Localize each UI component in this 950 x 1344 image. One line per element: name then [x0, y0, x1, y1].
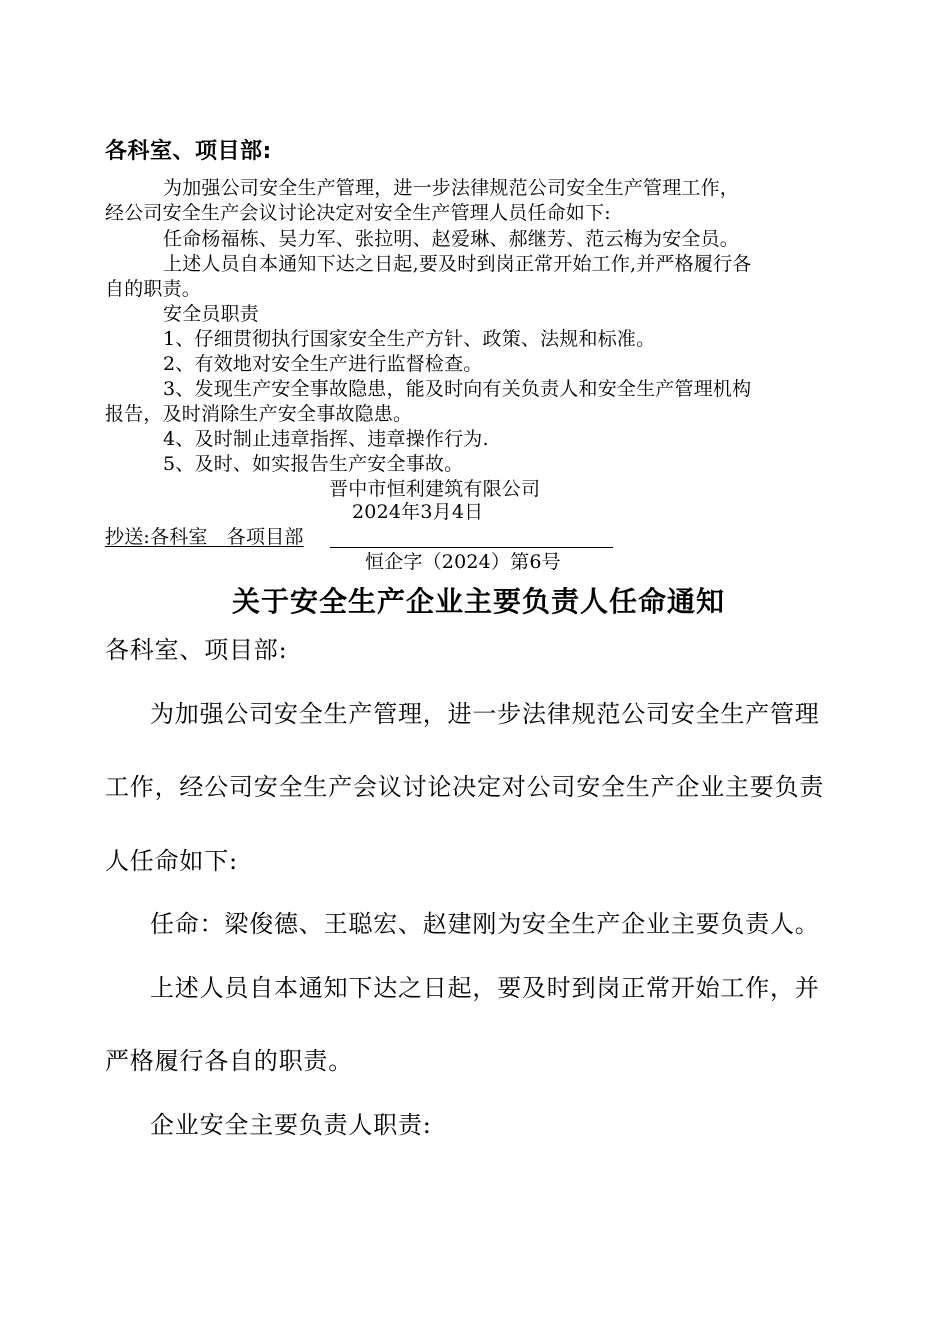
notice2-para2-line1: 上述人员自本通知下达之日起，要及时到岗正常开始工作，并 [150, 974, 820, 1002]
header-divider-line [330, 547, 613, 548]
notice1-duty-5: 5、及时、如实报告生产安全事故。 [163, 453, 464, 475]
notice1-para2-line1: 上述人员自本通知下达之日起,要及时到岗正常开始工作,并严格履行各 [163, 253, 752, 275]
notice1-cc-line: 抄送:各科室 各项目部 [105, 526, 304, 548]
notice1-duty-1: 1、仔细贯彻执行国家安全生产方针、政策、法规和标准。 [163, 328, 656, 350]
notice1-para1-line2: 经公司安全生产会议讨论决定对安全生产管理人员任命如下: [105, 202, 611, 224]
notice2-para2-line2: 严格履行各自的职责。 [105, 1047, 353, 1075]
notice1-duty-3-line1: 3、发现生产安全事故隐患，能及时向有关负责人和安全生产管理机构 [163, 378, 752, 400]
notice2-doc-number: 恒企字（2024）第6号 [365, 551, 561, 573]
notice1-duties-heading: 安全员职责 [163, 303, 260, 325]
notice2-para1-line3: 人任命如下: [105, 847, 238, 875]
notice2-salutation: 各科室、项目部: [105, 636, 288, 664]
notice2-para1-line2: 工作，经公司安全生产会议讨论决定对公司安全生产企业主要负责 [105, 773, 825, 801]
notice1-para2-line2: 自的职责。 [105, 278, 202, 300]
notice2-para1-line1: 为加强公司安全生产管理，进一步法律规范公司安全生产管理 [150, 700, 820, 728]
notice1-date: 2024年3月4日 [352, 501, 484, 523]
notice1-duty-4: 4、及时制止违章指挥、违章操作行为. [163, 428, 489, 450]
notice1-duty-2: 2、有效地对安全生产进行监督检查。 [163, 353, 483, 375]
notice1-salutation: 各科室、项目部: [105, 139, 272, 164]
notice1-para1-line1: 为加强公司安全生产管理，进一步法律规范公司安全生产管理工作， [163, 177, 740, 199]
notice2-appointment: 任命：梁俊德、王聪宏、赵建刚为安全生产企业主要负责人。 [150, 910, 820, 938]
notice1-company-signature: 晋中市恒利建筑有限公司 [329, 478, 541, 500]
notice1-duty-3-line2: 报告，及时消除生产安全事故隐患。 [105, 403, 413, 425]
notice2-duties-heading: 企业安全主要负责人职责: [150, 1111, 432, 1139]
notice2-title: 关于安全生产企业主要负责人任命通知 [232, 585, 726, 618]
notice1-appointment: 任命杨福栋、吴力军、张拉明、赵爱琳、郝继芳、范云梅为安全员。 [163, 228, 740, 250]
